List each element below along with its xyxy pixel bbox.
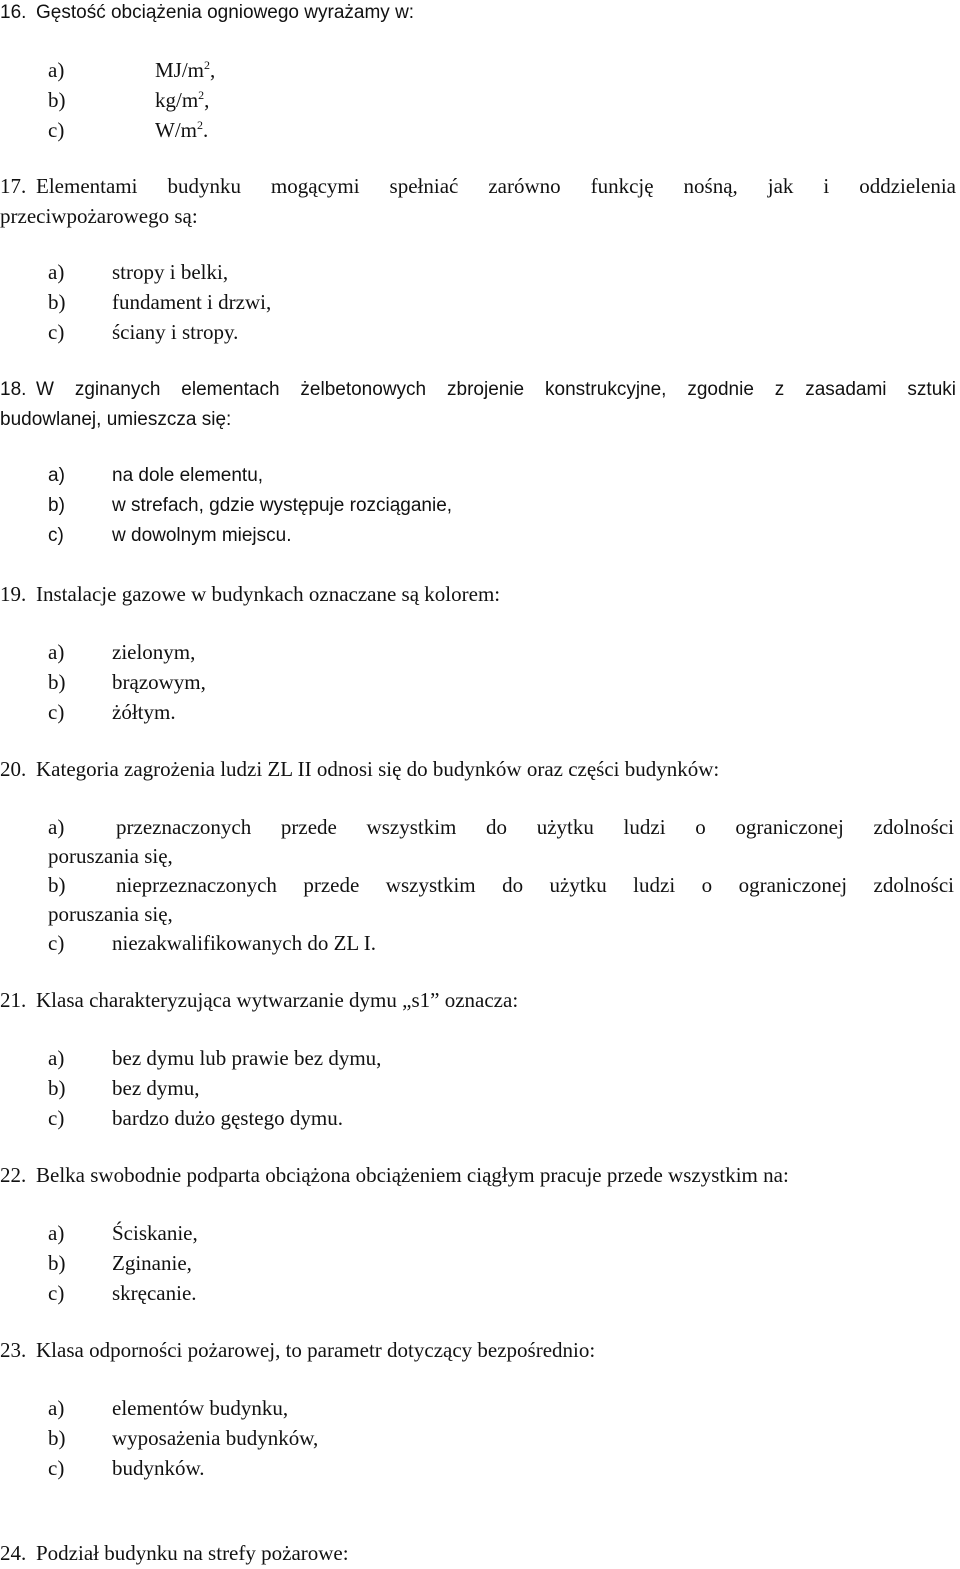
superscript: 2 bbox=[204, 58, 211, 72]
option-label: a) bbox=[48, 640, 65, 664]
option-suffix: , bbox=[210, 58, 216, 82]
question-number: 21. bbox=[0, 988, 27, 1012]
option-text: bardzo dużo gęstego dymu. bbox=[112, 1106, 343, 1130]
option-label: a) bbox=[48, 815, 65, 839]
question-19 bbox=[0, 582, 500, 607]
option-label: b) bbox=[48, 1251, 66, 1275]
question-23 bbox=[0, 1338, 595, 1363]
option-text: na dole elementu, bbox=[112, 465, 264, 486]
option-text: budynków. bbox=[112, 1456, 205, 1480]
option-label: b) bbox=[48, 670, 66, 694]
option-label: b) bbox=[48, 873, 66, 897]
option-text: elementów budynku, bbox=[112, 1396, 289, 1420]
option-label: c) bbox=[48, 118, 65, 142]
option-text: brązowym, bbox=[112, 670, 206, 694]
question-number: 23. bbox=[0, 1338, 27, 1362]
question-text-line2: przeciwpożarowego są: bbox=[0, 204, 198, 228]
option-label: c) bbox=[48, 1106, 65, 1130]
option-label: c) bbox=[48, 320, 65, 344]
option-text: bez dymu, bbox=[112, 1076, 200, 1100]
option-text: w dowolnym miejscu. bbox=[112, 525, 292, 546]
question-text: Klasa charakteryzująca wytwarzanie dymu „s1” oznacza: bbox=[36, 988, 519, 1012]
question-21 bbox=[0, 988, 518, 1013]
option-label: c) bbox=[48, 1281, 65, 1305]
question-number: 22. bbox=[0, 1163, 27, 1187]
option-text: ściany i stropy. bbox=[112, 320, 239, 344]
option-text: żółtym. bbox=[112, 700, 176, 724]
question-text: Kategoria zagrożenia ludzi ZL II odnosi się do budynków oraz części budynków: bbox=[36, 757, 720, 781]
question-18 bbox=[0, 379, 956, 401]
question-number: 17. bbox=[0, 174, 27, 198]
question-text: Klasa odporności pożarowej, to parametr dotyczący bezpośrednio: bbox=[36, 1338, 596, 1362]
option-label: c) bbox=[48, 525, 64, 546]
question-number: 18. bbox=[0, 379, 27, 400]
option-text: Ściskanie, bbox=[112, 1221, 198, 1245]
question-number: 20. bbox=[0, 757, 27, 781]
option-text: kg/m bbox=[155, 88, 199, 112]
question-number: 19. bbox=[0, 582, 27, 606]
option-suffix: , bbox=[204, 88, 210, 112]
option-label: a) bbox=[48, 465, 65, 486]
option-label: b) bbox=[48, 88, 66, 112]
question-text: Podział budynku na strefy pożarowe: bbox=[36, 1541, 349, 1565]
option-text: niezakwalifikowanych do ZL I. bbox=[112, 931, 376, 955]
option-text: w strefach, gdzie występuje rozciąganie, bbox=[112, 495, 453, 516]
option-20b-line2: poruszania się, bbox=[48, 902, 173, 926]
option-20b bbox=[48, 873, 954, 898]
option-label: b) bbox=[48, 1076, 66, 1100]
option-label: b) bbox=[48, 290, 66, 314]
option-text: wyposażenia budynków, bbox=[112, 1426, 319, 1450]
option-text: Zginanie, bbox=[112, 1251, 192, 1275]
option-label: a) bbox=[48, 1046, 65, 1070]
question-text-line1: Elementami budynku mogącymi spełniać zarówno funkcję nośną, jak i oddzielenia bbox=[36, 174, 956, 198]
question-24 bbox=[0, 1541, 349, 1566]
superscript: 2 bbox=[197, 118, 203, 132]
option-text: skręcanie. bbox=[112, 1281, 197, 1305]
option-text: W/m bbox=[155, 118, 197, 142]
option-text: bez dymu lub prawie bez dymu, bbox=[112, 1046, 382, 1070]
option-label: a) bbox=[48, 1221, 65, 1245]
option-text-line1: nieprzeznaczonych przede wszystkim do użytku ludzi o ograniczonej zdolności bbox=[116, 873, 954, 897]
question-text: Instalacje gazowe w budynkach oznaczane są kolorem: bbox=[36, 582, 501, 606]
option-text: fundament i drzwi, bbox=[112, 290, 272, 314]
option-label: a) bbox=[48, 1396, 65, 1420]
option-label: c) bbox=[48, 700, 65, 724]
question-number: 24. bbox=[0, 1541, 27, 1565]
option-text: MJ/m bbox=[155, 58, 205, 82]
option-20a-line2: poruszania się, bbox=[48, 844, 173, 868]
option-label: b) bbox=[48, 495, 65, 516]
option-text: stropy i belki, bbox=[112, 260, 229, 284]
question-text-line1: W zginanych elementach żelbetonowych zbrojenie konstrukcyjne, zgodnie z zasadami sztuki bbox=[36, 379, 956, 400]
question-text: Belka swobodnie podparta obciążona obciążeniem ciągłym pracuje przede wszystkim na: bbox=[36, 1163, 789, 1187]
question-16 bbox=[0, 2, 414, 24]
option-label: c) bbox=[48, 1456, 65, 1480]
option-20a bbox=[48, 815, 954, 840]
option-label: b) bbox=[48, 1426, 66, 1450]
option-suffix: . bbox=[203, 118, 209, 142]
question-22 bbox=[0, 1163, 789, 1188]
question-20 bbox=[0, 757, 719, 782]
option-label: a) bbox=[48, 58, 65, 82]
superscript: 2 bbox=[198, 88, 205, 102]
question-number: 16. bbox=[0, 2, 27, 23]
question-text-line2: budowlanej, umieszcza się: bbox=[0, 409, 232, 430]
option-text: zielonym, bbox=[112, 640, 196, 664]
option-label: c) bbox=[48, 931, 65, 955]
option-text-line1: przeznaczonych przede wszystkim do użytku ludzi o ograniczonej zdolności bbox=[116, 815, 954, 839]
question-text: Gęstość obciążenia ogniowego wyrażamy w: bbox=[36, 2, 415, 23]
option-label: a) bbox=[48, 260, 65, 284]
question-17 bbox=[0, 174, 956, 199]
